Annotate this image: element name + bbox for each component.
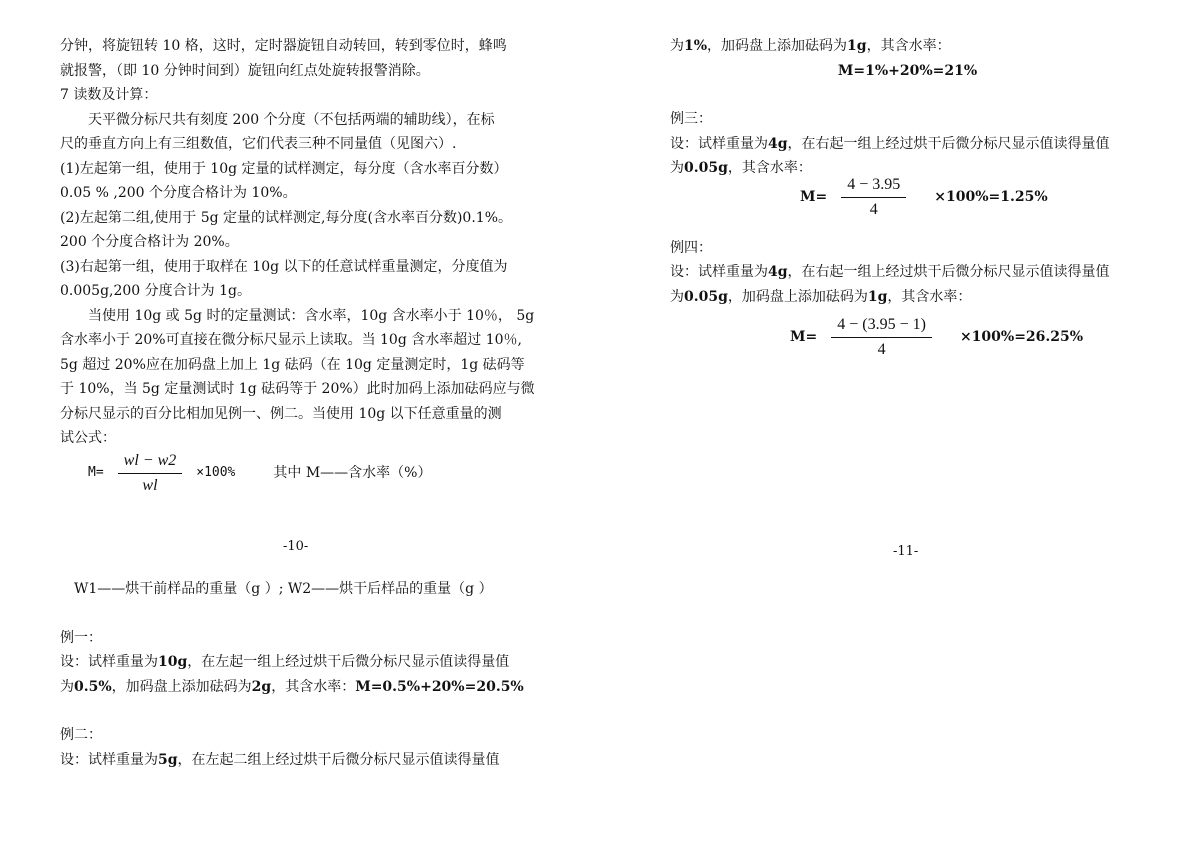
text-span: ，在右起一组上经过烘干后微分标尺显示值读得量值 (787, 264, 1110, 280)
text-span: 设：试样重量为 (60, 654, 158, 670)
text-line (670, 260, 1145, 285)
text-span: 设：试样重量为 (670, 135, 768, 152)
formula-note: 其中 M——含水率（%） (273, 464, 432, 481)
bold-value: 0.5% (74, 678, 112, 695)
text-line: 分钟，将旋钮转 10 格，这时，定时器旋钮自动转回，转到零位时，蜂鸣 (60, 38, 507, 54)
left-bottom-text (60, 577, 535, 772)
text-span: ，其含水率： (727, 160, 812, 176)
formula-lhs: M= (790, 329, 818, 346)
formula-denominator: 4 (869, 200, 878, 218)
example3-formula (800, 175, 1145, 220)
bold-value: 1g (867, 288, 888, 305)
text-line (670, 132, 1145, 157)
text-span: ，其含水率： (866, 38, 951, 54)
left-page-text (60, 34, 535, 496)
text-span: ，其含水率： (887, 288, 972, 305)
text-line (60, 675, 535, 700)
text-span: ，其含水率： (271, 678, 356, 695)
formula-result: ×100%=26.25% (959, 329, 1084, 346)
formula-times: ×100% (196, 464, 236, 480)
bold-value: 4g (768, 264, 788, 280)
right-page-text (670, 34, 1145, 360)
text-span: ，加码盘上添加砝码为 (707, 38, 848, 54)
text-line: 5g 超过 20%应在加码盘上加上 1g 砝码（在 10g 定量测定时，1g 砝码等 (60, 356, 525, 373)
text-line: (1)左起第一组，使用于 10g 定量的试样测定，每分度（含水率百分数） (60, 160, 508, 177)
text-span: 为 (60, 678, 74, 695)
bold-value: 1% (684, 38, 708, 54)
section-heading: 7 读数及计算： (60, 87, 158, 103)
bold-value: 0.05g (684, 288, 728, 305)
bold-value: 5g (158, 751, 178, 768)
formula-numerator: 4 − 3.95 (841, 175, 906, 198)
text-span: ，加码盘上添加砝码为 (111, 678, 252, 695)
result-formula: M=0.5%+20%=20.5% (355, 678, 524, 695)
bold-value: 4g (768, 135, 788, 152)
text-span: 为 (670, 38, 684, 54)
text-span: ，加码盘上添加砝码为 (727, 288, 868, 305)
formula-denominator: wl (142, 476, 158, 494)
bold-value: 10g (158, 654, 188, 670)
text-span: 为 (670, 160, 684, 176)
text-line: 天平微分标尺共有刻度 200 个分度（不包括两端的辅助线），在标 (88, 111, 495, 128)
text-line: 分标尺显示的百分比相加见例一、例二。当使用 10g 以下任意重量的测 (60, 405, 502, 422)
text-span: ，在左起一组上经过烘干后微分标尺显示值读得量值 (187, 654, 510, 670)
formula-numerator: 4 − (3.95 − 1) (831, 315, 932, 338)
text-line: 试公式： (60, 430, 116, 446)
text-line (670, 285, 1145, 310)
text-line: (3)右起第一组，使用于取样在 10g 以下的任意试样重量测定，分度值为 (60, 258, 508, 275)
text-line: 当使用 10g 或 5g 时的定量测试：含水率，10g 含水率小于 10％， 5g (88, 307, 535, 324)
example4-formula (790, 315, 1145, 360)
example-title: 例一： (60, 629, 102, 646)
text-line (60, 650, 535, 675)
text-line: 200 个分度合格计为 20%。 (60, 234, 239, 250)
example-title: 例二： (60, 727, 102, 743)
text-span: ，在右起一组上经过烘干后微分标尺显示值读得量值 (787, 135, 1110, 152)
result-formula: M=1%+20%=21% (837, 62, 978, 79)
text-line: 0.005g,200 分度合计为 1g。 (60, 283, 251, 299)
page-number: -10- (283, 539, 309, 554)
text-line: 就报警，（即 10 分钟时间到）旋钮向红点处旋转报警消除。 (60, 62, 430, 79)
formula-fraction (841, 175, 906, 220)
formula-lhs: M= (800, 188, 828, 205)
formula-lhs: M= (88, 464, 104, 480)
formula-denominator: 4 (877, 341, 886, 358)
formula-fraction (118, 451, 183, 496)
text-line (670, 34, 1145, 59)
formula-result: ×100%=1.25% (934, 188, 1048, 205)
example-title: 例四： (670, 239, 712, 256)
variable-definitions: W1——烘干前样品的重量（g ）; W2——烘干后样品的重量（g ） (74, 581, 493, 597)
bold-value: 1g (847, 38, 867, 54)
text-span: 设：试样重量为 (670, 264, 768, 280)
text-span: 设：试样重量为 (60, 751, 158, 768)
formula-numerator: wl − w2 (118, 451, 183, 474)
bold-value: 2g (251, 678, 272, 695)
bold-value: 0.05g (684, 160, 728, 176)
text-line: 尺的垂直方向上有三组数值，它们代表三种不同量值（见图六）. (60, 136, 457, 152)
text-span: ，在左起二组上经过烘干后微分标尺显示值读得量值 (177, 751, 500, 768)
text-line: 0.05 % ,200 个分度合格计为 10%。 (60, 185, 297, 201)
text-line (60, 748, 535, 773)
text-line: 于 10%，当 5g 定量测试时 1g 砝码等于 20%）此时加码上添加砝码应与微 (60, 381, 535, 397)
moisture-formula (88, 451, 535, 496)
text-span: 为 (670, 288, 684, 305)
text-line: 含水率小于 20%可直接在微分标尺显示上读取。当 10g 含水率超过 10％, (60, 332, 522, 348)
text-line: (2)左起第二组,使用于 5g 定量的试样测定,每分度(含水率百分数)0.1%。 (60, 209, 512, 226)
example-title: 例三： (670, 111, 712, 127)
formula-fraction (831, 315, 932, 360)
page-number: -11- (893, 544, 919, 559)
